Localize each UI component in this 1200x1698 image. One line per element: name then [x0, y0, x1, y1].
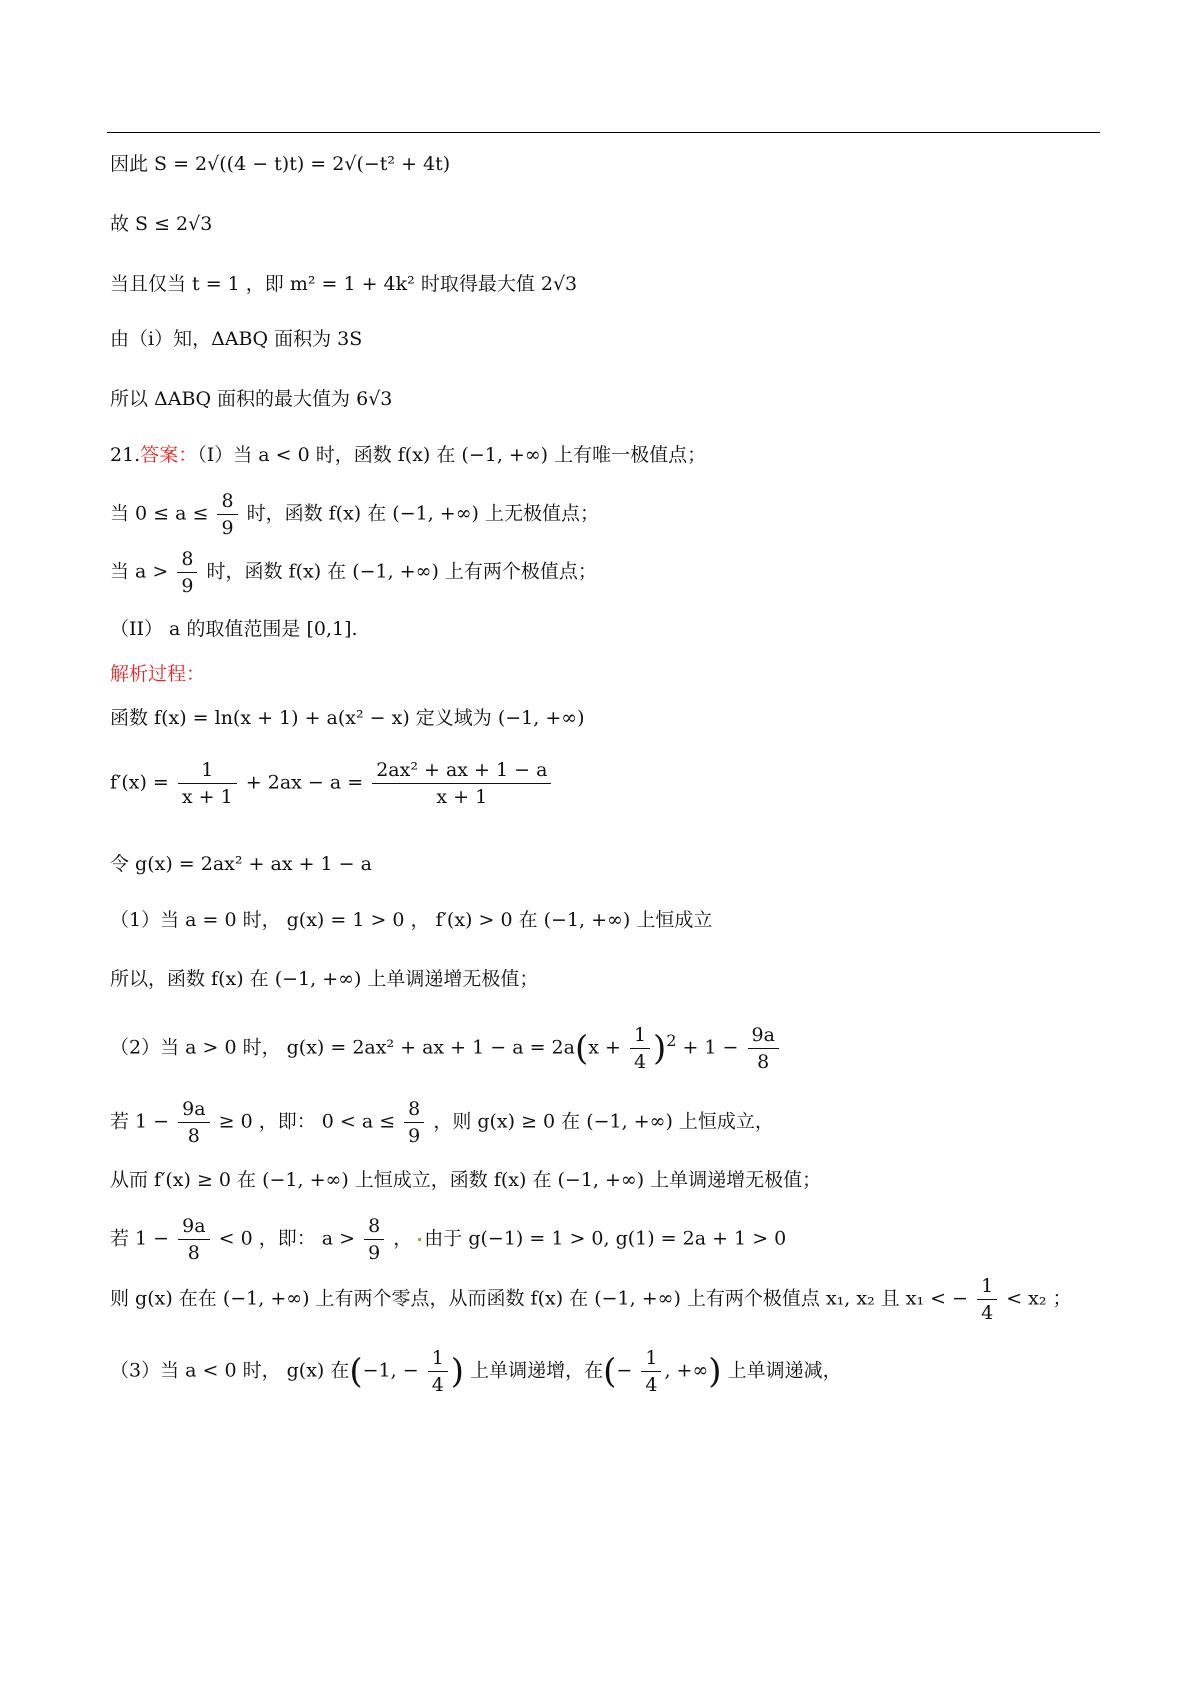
- math-line: [110, 1213, 786, 1266]
- header-rule: [107, 132, 1100, 133]
- text-line: 由（i）知，ΔABQ 面积为 3S: [110, 328, 363, 350]
- math-line: [110, 757, 554, 810]
- denominator: 8: [757, 1051, 770, 1073]
- answer-label: 答案：: [140, 444, 198, 466]
- exponent: 2: [666, 1031, 677, 1051]
- math-line: [110, 1096, 774, 1149]
- paren-right: ): [708, 1351, 722, 1392]
- numerator: 9a: [178, 1213, 209, 1240]
- text-segment: 时，函数 f(x) 在 (−1, +∞) 上有两个极值点；: [206, 560, 597, 583]
- text-segment: ，则 g(x) ≥ 0 在 (−1, +∞) 上恒成立，: [433, 1110, 774, 1133]
- denominator: 4: [645, 1374, 658, 1396]
- paren-left: (: [574, 1028, 589, 1069]
- text-segment: −1, −: [362, 1359, 419, 1382]
- numerator: 2ax² + ax + 1 − a: [372, 757, 551, 784]
- text-line: 函数 f(x) = ln(x + 1) + a(x² − x) 定义域为 (−1, +∞): [110, 707, 585, 729]
- text-line: （1）当 a = 0 时， g(x) = 1 > 0 ， f′(x) > 0 在 (−1, +∞) 上恒成立: [110, 909, 713, 931]
- numerator: 8: [177, 546, 197, 573]
- denominator: x + 1: [436, 786, 488, 808]
- text-line: 因此 S = 2√((4 − t)t) = 2√(−t² + 4t): [110, 153, 451, 175]
- text-segment: ≥ 0 ，即： 0 < a ≤: [218, 1110, 396, 1133]
- answer-text: （I）当 a < 0 时，函数 f(x) 在 (−1, +∞) 上有唯一极值点；: [197, 444, 707, 466]
- numerator: 8: [404, 1096, 424, 1123]
- numerator: 9a: [748, 1022, 779, 1049]
- text-segment: 若 1 −: [110, 1227, 170, 1250]
- text-segment: + 2ax − a =: [245, 771, 364, 794]
- paren-right: ): [450, 1351, 465, 1392]
- text-line: 令 g(x) = 2ax² + ax + 1 − a: [110, 853, 372, 875]
- fraction: [178, 1096, 209, 1149]
- text-segment: + 1 −: [682, 1036, 739, 1059]
- numerator: 1: [178, 757, 237, 784]
- text-segment: ，: [393, 1227, 413, 1250]
- text-line: 所以，函数 f(x) 在 (−1, +∞) 上单调递增无极值；: [110, 968, 539, 990]
- denominator: 4: [431, 1374, 444, 1396]
- fraction: [748, 1022, 779, 1075]
- math-line: [110, 1273, 1072, 1326]
- fraction: [641, 1345, 661, 1398]
- fraction: [404, 1096, 424, 1149]
- paren-left: (: [603, 1351, 617, 1392]
- text-segment: （3）当 a < 0 时， g(x) 在: [110, 1359, 350, 1382]
- numerator: 1: [428, 1345, 448, 1372]
- text-segment: 当 0 ≤ a ≤: [110, 502, 209, 525]
- analysis-label: 解析过程：: [110, 663, 206, 685]
- numerator: 8: [364, 1213, 384, 1240]
- numerator: 1: [630, 1022, 650, 1049]
- text-segment: 上单调递减，: [727, 1359, 842, 1382]
- text-segment: x +: [588, 1036, 621, 1059]
- denominator: 9: [221, 517, 234, 539]
- math-line: [110, 546, 597, 599]
- denominator: 9: [408, 1125, 421, 1147]
- fraction: [217, 488, 237, 541]
- fraction: [428, 1345, 448, 1398]
- text-segment: 时，函数 f(x) 在 (−1, +∞) 上无极值点；: [246, 502, 600, 525]
- text-line: 从而 f′(x) ≥ 0 在 (−1, +∞) 上恒成立，函数 f(x) 在 (−1, +∞) 上单调递增无极值；: [110, 1169, 822, 1191]
- text-segment: 当 a >: [110, 560, 169, 583]
- question-number: 21.: [110, 444, 141, 466]
- text-line: 当且仅当 t = 1 ，即 m² = 1 + 4k² 时取得最大值 2√3: [110, 273, 578, 295]
- paren-right: ): [653, 1028, 667, 1069]
- text-segment: 由于 g(−1) = 1 > 0, g(1) = 2a + 1 > 0: [424, 1227, 787, 1250]
- fraction: [178, 757, 237, 810]
- denominator: 4: [981, 1302, 994, 1324]
- math-line: [110, 1022, 782, 1075]
- denominator: 8: [187, 1242, 200, 1264]
- text-segment: 则 g(x) 在在 (−1, +∞) 上有两个零点，从而函数 f(x) 在 (−1, +∞) 上有两个极值点 x₁, x₂ 且 x₁ < −: [110, 1287, 969, 1310]
- math-line: [110, 488, 599, 541]
- fraction: [372, 757, 551, 810]
- denominator: 9: [368, 1242, 381, 1264]
- math-line: [110, 1345, 842, 1398]
- fraction: [178, 1213, 209, 1266]
- text-segment: , +∞: [664, 1359, 709, 1382]
- text-segment: （2）当 a > 0 时， g(x) = 2ax² + ax + 1 − a = 2a: [110, 1036, 575, 1059]
- paren-left: (: [349, 1351, 363, 1392]
- fraction: [364, 1213, 384, 1266]
- text-line: （II） a 的取值范围是 [0,1].: [110, 618, 358, 640]
- text-segment: −: [616, 1359, 633, 1382]
- text-line: 所以 ΔABQ 面积的最大值为 6√3: [110, 388, 393, 410]
- denominator: 8: [187, 1125, 200, 1147]
- text-segment: f′(x) =: [110, 771, 169, 794]
- text-segment: < x₂ ；: [1006, 1287, 1072, 1310]
- denominator: 4: [633, 1051, 647, 1073]
- fraction: [630, 1022, 650, 1075]
- numerator: 8: [217, 488, 237, 515]
- numerator: 9a: [178, 1096, 209, 1123]
- text-segment: < 0 ，即： a >: [218, 1227, 356, 1250]
- fraction: [177, 546, 197, 599]
- fraction: [977, 1273, 997, 1326]
- numerator: 1: [977, 1273, 997, 1300]
- denominator: x + 1: [181, 786, 233, 808]
- text-segment: 若 1 −: [110, 1110, 170, 1133]
- answer-line: [110, 443, 706, 467]
- text-line: 故 S ≤ 2√3: [110, 213, 213, 235]
- numerator: 1: [641, 1345, 661, 1372]
- stray-mark: [418, 1238, 421, 1241]
- denominator: 9: [181, 575, 194, 597]
- text-segment: 上单调递增，在: [470, 1359, 604, 1382]
